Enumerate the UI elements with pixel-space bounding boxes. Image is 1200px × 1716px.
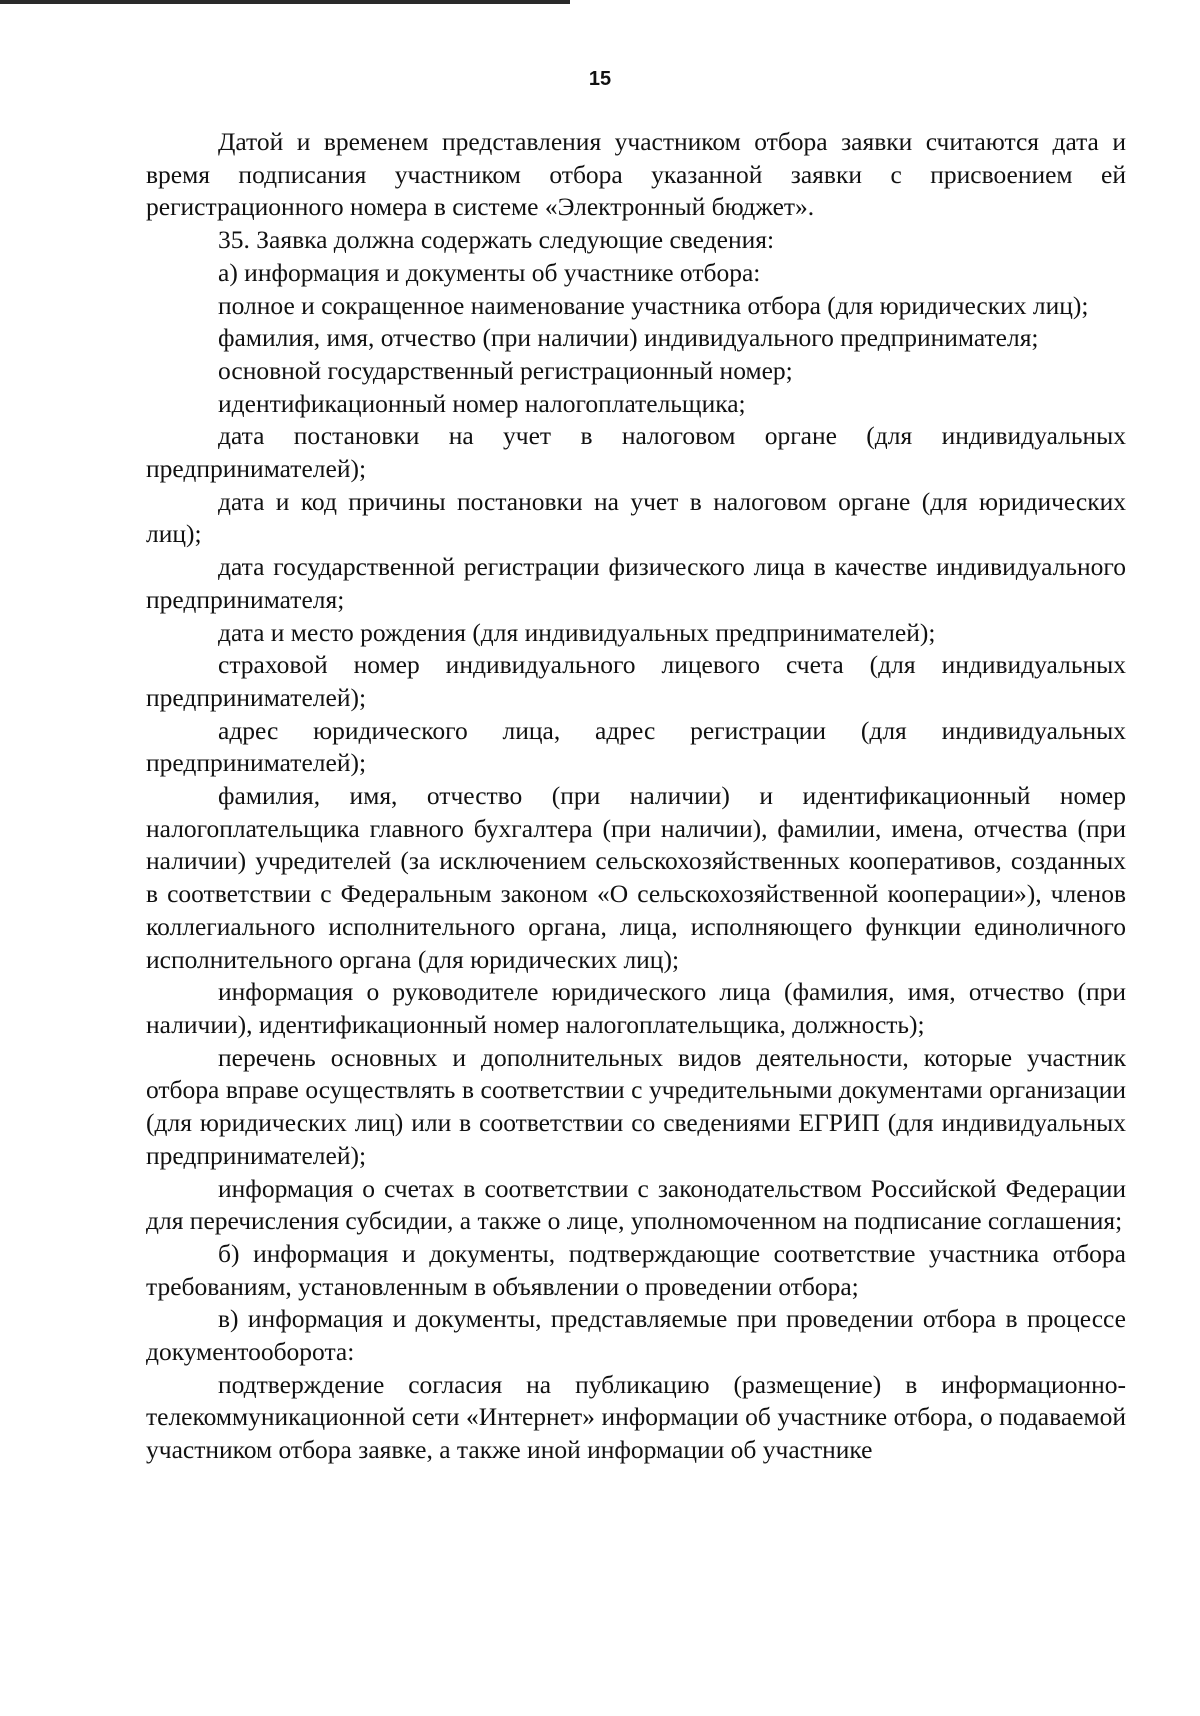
paragraph-head-info: информация о руководителе юридического лица (фамилия, имя, отчество (при наличии), идентификационный номер налогоплательщика, должность);: [146, 977, 1126, 1039]
top-edge-rule: [0, 0, 570, 4]
paragraph-tax-registration-date: дата постановки на учет в налоговом органе (для индивидуальных предпринимателей);: [146, 421, 1126, 484]
paragraph-snils: страховой номер индивидуального лицевого счета (для индивидуальных предпринимателей);: [146, 650, 1126, 712]
paragraph-kpp: дата и код причины постановки на учет в налоговом органе (для юридических лиц);: [146, 486, 1126, 549]
paragraph-ogrn: основной государственный регистрационный номер;: [218, 355, 793, 385]
paragraph-address: адрес юридического лица, адрес регистрации (для индивидуальных предпринимателей);: [146, 715, 1126, 778]
paragraph-subitem-b: б) информация и документы, подтверждающие соответствие участника отбора требованиям, установленным в объявлении о проведении отбора;: [146, 1238, 1126, 1301]
paragraph-chief-accountant-founders: фамилия, имя, отчество (при наличии) и идентификационный номер налогоплательщика главного бухгалтера (при наличии), фамилии, имена, отчества (при наличии) учредителей (за исключением сельскохозяйственных кооперативов, созданных в соответствии с Федеральным законом «О сельскохозяйственной кооперации»), членов коллегиального исполнительного органа, лица, исполняющего функции единоличного исполнительного органа (для юридических лиц);: [146, 781, 1126, 974]
paragraph-publication-consent: подтверждение согласия на публикацию (размещение) в информационно-телекоммуникационной сети «Интернет» информации об участнике отбора, о подаваемой участником отбора заявке, а также иной информации об участнике: [146, 1369, 1126, 1465]
paragraph-state-registration-date: дата государственной регистрации физического лица в качестве индивидуального предпринимателя;: [146, 552, 1126, 614]
paragraph-birth-date-place: дата и место рождения (для индивидуальных предпринимателей);: [218, 617, 936, 647]
paragraph-subitem-v: в) информация и документы, представляемые при проведении отбора в процессе документооборота:: [146, 1304, 1126, 1367]
paragraph-full-name: полное и сокращенное наименование участника отбора (для юридических лиц);: [218, 290, 1089, 320]
paragraph-entrepreneur-name: фамилия, имя, отчество (при наличии) индивидуального предпринимателя;: [218, 323, 1039, 353]
paragraph-item-35: 35. Заявка должна содержать следующие сведения:: [218, 225, 775, 255]
paragraph-subitem-a: а) информация и документы об участнике отбора:: [218, 257, 761, 287]
paragraph-accounts: информация о счетах в соответствии с законодательством Российской Федерации для перечисления субсидии, а также о лице, уполномоченном на подписание соглашения;: [146, 1173, 1126, 1236]
paragraph-submission-date: Датой и временем представления участником отбора заявки считаются дата и время подписания участником отбора указанной заявки с присвоением ей регистрационного номера в системе «Электронный бюджет».: [146, 127, 1126, 222]
page-number: 15: [588, 68, 612, 90]
paragraph-inn: идентификационный номер налогоплательщика;: [218, 388, 746, 418]
document-body: [146, 126, 1126, 1467]
paragraph-activities: перечень основных и дополнительных видов деятельности, которые участник отбора вправе осуществлять в соответствии с учредительными документами организации (для юридических лиц) или в соответствии со сведениями ЕГРИП (для индивидуальных предпринимателей);: [146, 1042, 1126, 1170]
